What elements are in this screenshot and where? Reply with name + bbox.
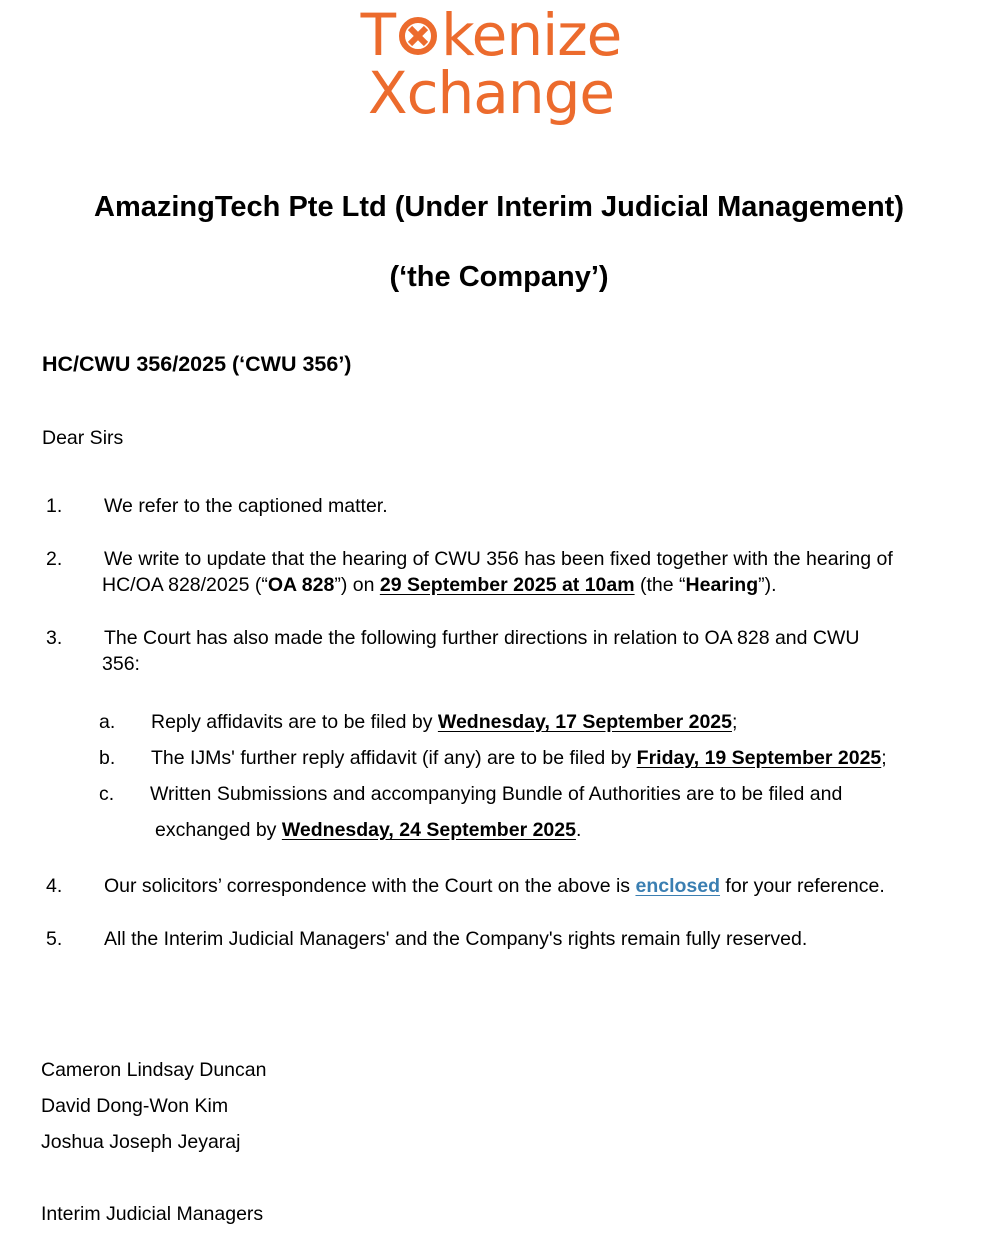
- company-title: AmazingTech Pte Ltd (Under Interim Judicial Management): [94, 191, 904, 223]
- logo-line-2: Xchange: [367, 59, 615, 127]
- signatory-name: David Dong-Won Kim: [41, 1095, 229, 1117]
- signatory-name: Cameron Lindsay Duncan: [41, 1059, 267, 1081]
- logo-o-mark-icon: [396, 13, 440, 57]
- signature-role: Interim Judicial Managers: [41, 1203, 264, 1225]
- direction-letter: b.: [99, 747, 116, 769]
- paragraph-number: 5.: [46, 928, 63, 950]
- direction-letter: c.: [99, 783, 115, 805]
- company-alias: (‘the Company’): [389, 261, 609, 293]
- deadline-date: Wednesday, 24 September 2025: [281, 819, 576, 841]
- enclosed-link[interactable]: enclosed: [635, 875, 721, 897]
- paragraph-text: All the Interim Judicial Managers' and the Company's rights remain fully reserved.: [104, 928, 808, 950]
- paragraph-text: We refer to the captioned matter.: [104, 495, 388, 517]
- oa-828-term: OA 828: [267, 574, 335, 596]
- tokenize-xchange-logo: [0, 0, 982, 135]
- deadline-date: Friday, 19 September 2025: [636, 747, 882, 769]
- paragraph-number: 4.: [46, 875, 63, 897]
- deadline-date: Wednesday, 17 September 2025: [437, 711, 732, 733]
- hearing-date: 29 September 2025 at 10am: [379, 574, 635, 596]
- logo-line-1: T kenize: [360, 1, 622, 69]
- hearing-term: Hearing: [685, 574, 759, 596]
- paragraph-number: 1.: [46, 495, 63, 517]
- signatory-name: Joshua Joseph Jeyaraj: [41, 1131, 241, 1153]
- paragraph-text: The Court has also made the following further directions in relation to OA 828 and CWU 356:: [102, 627, 860, 675]
- salutation: Dear Sirs: [42, 427, 124, 449]
- paragraph-number: 3.: [46, 627, 63, 649]
- paragraph-text: We write to update that the hearing of CWU 356 has been fixed together with the hearing of HC/OA 828/2025 (“OA 828”) on 29 September 2025 at 10am (the “Hearing”).: [102, 548, 893, 596]
- letter-page: T kenize Xchange AmazingTech Pte Ltd (Under Interim Judicial Management) (‘the Company’) HC/CWU 356/2025 (‘CWU 356’) Dear Sirs 1. We refer to the captioned matter. 2. We write to update that the hearing of CWU 356 has been fixed together with the hearing of HC/OA 828/2025 (“OA 828”) on 29 September 2025 at 10am (the “Hearing”). 3. The Court has also made the following further directions in relation to OA 828 and CWU 356: a. Reply affidavits are to be filed by Wednesday, 17 September 2025; b. The IJMs' further reply affidavit (if any) are to be filed by Friday, 19 September 2025; c. Written Submissions and accompanying Bundle of Authorities are to be filed and exchanged by Wednesday, 24 September 2025. 4. Our solicitors’ correspondence with the Court on the above is enclosed for your reference. 5. All the Interim Judicial Managers' and the Company's rights remain fully reserved. Cameron Lindsay Duncan David Dong-Won Kim Joshua Joseph Jeyaraj Interim Judicial Managers: [0, 0, 982, 1250]
- case-reference: HC/CWU 356/2025 (‘CWU 356’): [42, 352, 352, 376]
- paragraph-number: 2.: [46, 548, 63, 570]
- direction-letter: a.: [99, 711, 116, 733]
